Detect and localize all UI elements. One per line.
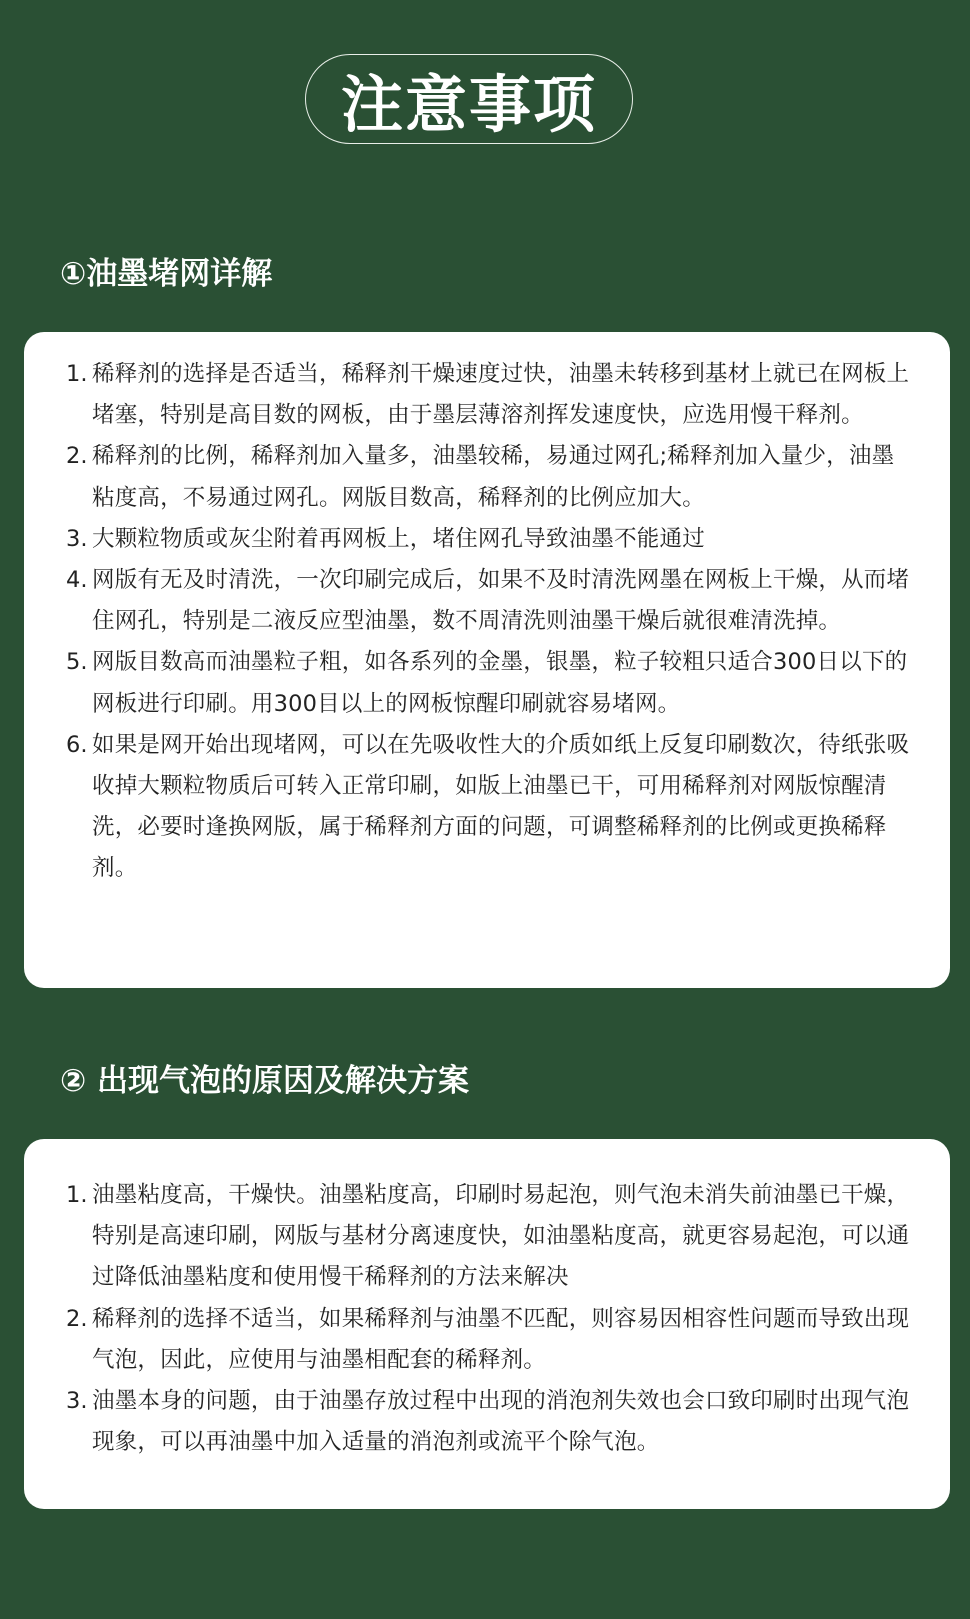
item-number: 1. [66, 1182, 88, 1208]
item-text: 大颗粒物质或灰尘附着再网板上，堵住网孔导致油墨不能通过 [92, 525, 705, 552]
list-item [66, 1175, 916, 1299]
item-text: 稀释剂的选择是否适当，稀释剂干燥速度过快，油墨未转移到基材上就已在网板上堵塞，特别是高目数的网板，由于墨层薄溶剂挥发速度快，应选用慢干释剂。 [92, 361, 910, 429]
list-item [66, 1299, 916, 1381]
ink-clogging-card [24, 332, 950, 988]
list-item [66, 519, 916, 560]
bubbles-card [24, 1139, 950, 1509]
item-text: 如果是网开始出现堵网，可以在先吸收性大的介质如纸上反复印刷数次，待纸张吸收掉大颗粒物质后可转入正常印刷，如版上油墨已干，可用稀释剂对网版惊醒清洗，必要时逢换网版，属于稀释剂方面的问题，可调整稀释剂的比例或更换稀释剂。 [92, 731, 910, 882]
section-heading-ink-clogging: ①油墨堵网详解 [60, 256, 273, 292]
item-number: 6. [66, 731, 88, 758]
item-number: 2. [66, 1305, 88, 1332]
list-item [66, 436, 916, 518]
item-text: 油墨粘度高，干燥快。油墨粘度高，印刷时易起泡，则气泡未消失前油墨已干燥，特别是高速印刷，网版与基材分离速度快，如油墨粘度高，就更容易起泡，可以通过降低油墨粘度和使用慢干稀释剂的方法来解决 [92, 1182, 910, 1291]
page-title-badge [305, 54, 633, 144]
item-text: 网版有无及时清洗，一次印刷完成后，如果不及时清洗网墨在网板上干燥，从而堵住网孔，特别是二液反应型油墨，数不周清洗则油墨干燥后就很难清洗掉。 [92, 567, 910, 635]
item-number: 5. [66, 649, 88, 676]
item-text: 油墨本身的问题，由于油墨存放过程中出现的消泡剂失效也会口致印刷时出现气泡现象，可以再油墨中加入适量的消泡剂或流平个除气泡。 [92, 1388, 910, 1456]
item-number: 3. [66, 525, 88, 552]
list-item [66, 354, 916, 436]
list-item [66, 642, 916, 724]
item-number: 3. [66, 1388, 88, 1415]
item-text: 稀释剂的比例，稀释剂加入量多，油墨较稀，易通过网孔;稀释剂加入量少，油墨粘度高，不易通过网孔。网版目数高，稀释剂的比例应加大。 [92, 443, 895, 511]
item-text: 网版目数高而油墨粒子粗，如各系列的金墨，银墨，粒子较粗只适合300日以下的网板进行印刷。用300目以上的网板惊醒印刷就容易堵网。 [92, 649, 908, 717]
list-item [66, 1381, 916, 1463]
bubbles-list [66, 1175, 916, 1463]
item-text: 稀释剂的选择不适当，如果稀释剂与油墨不匹配，则容易因相容性问题而导致出现气泡，因此，应使用与油墨相配套的稀释剂。 [92, 1305, 910, 1373]
item-number: 1. [66, 361, 88, 387]
item-number: 2. [66, 443, 88, 470]
item-number: 4. [66, 567, 88, 594]
section-heading-bubbles: ② 出现气泡的原因及解决方案 [60, 1063, 470, 1099]
page-title: 注意事项 [340, 67, 597, 141]
list-item [66, 560, 916, 642]
list-item [66, 725, 916, 890]
ink-clogging-list [66, 354, 916, 890]
